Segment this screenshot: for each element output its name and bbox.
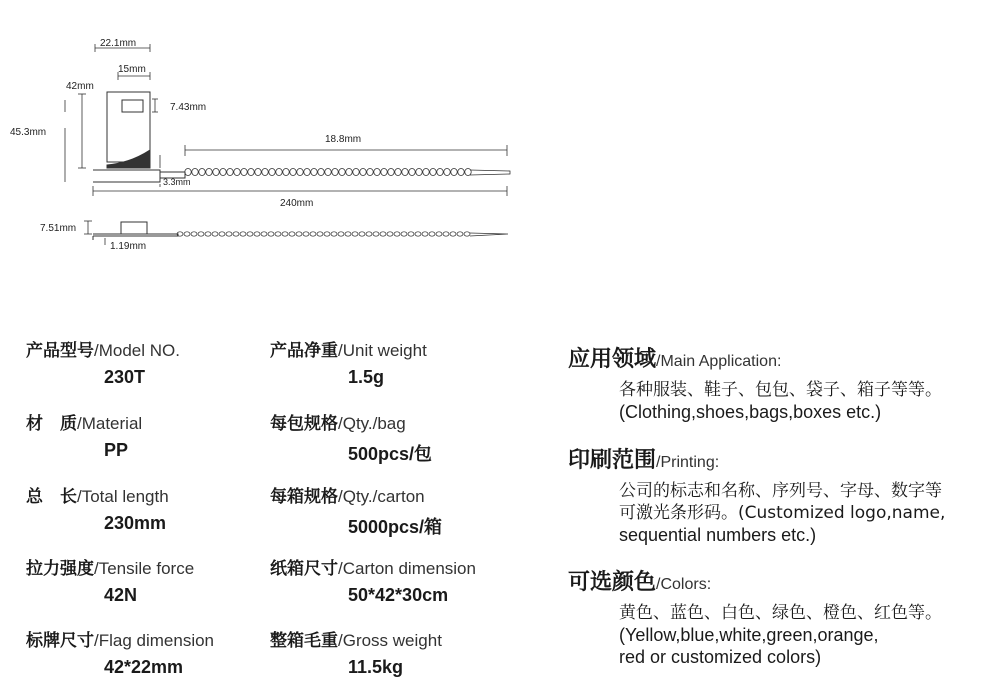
bead (366, 232, 372, 236)
section-line: 黄色、蓝色、白色、绿色、橙色、红色等。 (619, 603, 942, 623)
section-line: sequential numbers etc.) (619, 525, 817, 545)
bead (465, 169, 471, 176)
bead (429, 232, 435, 236)
spec-value: 230mm (104, 513, 167, 533)
bead (233, 232, 239, 236)
bead (275, 232, 281, 236)
bead (234, 169, 240, 176)
dim-width-flag: 15mm (118, 64, 146, 75)
bead (191, 232, 197, 236)
bead (296, 232, 302, 236)
bead (346, 169, 352, 176)
bead (220, 169, 226, 176)
bead (262, 169, 268, 176)
spec-value: 500pcs/包 (348, 444, 433, 464)
bead (311, 169, 317, 176)
spec-model-no: 产品型号/Model NO. 230T (26, 341, 276, 388)
section-line: 各种服装、鞋子、包包、袋子、箱子等等。 (619, 380, 942, 400)
section-main-application: 应用领域/Main Application: 各种服装、鞋子、包包、袋子、箱子等等。 (Clothing,shoes,bags,boxes etc.) (568, 342, 988, 423)
section-line: red or customized colors) (619, 647, 822, 667)
spec-value: 42*22mm (104, 657, 184, 677)
bead (304, 169, 310, 176)
dim-width-total: 22.1mm (100, 38, 137, 49)
bead (352, 232, 358, 236)
bead (464, 232, 470, 236)
spec-tensile-force: 拉力强度/Tensile force 42N (26, 559, 276, 606)
bead (212, 232, 218, 236)
bead (380, 232, 386, 236)
bead (247, 232, 253, 236)
bead (241, 169, 247, 176)
bead (290, 169, 296, 176)
bead (248, 169, 254, 176)
spec-value: PP (104, 440, 129, 460)
bead (219, 232, 225, 236)
section-line: (Yellow,blue,white,green,orange, (619, 625, 879, 645)
spec-value: 11.5kg (348, 657, 404, 677)
bead (192, 169, 198, 176)
section-line: 公司的标志和名称、序列号、字母、数字等 (619, 481, 942, 501)
bead (360, 169, 366, 176)
bead (409, 169, 415, 176)
flag-side-view (93, 222, 178, 240)
bead (401, 232, 407, 236)
spec-flag-dimension: 标牌尺寸/Flag dimension 42*22mm (26, 631, 276, 678)
bead (240, 232, 246, 236)
spec-carton-dimension: 纸箱尺寸/Carton dimension 50*42*30cm (270, 559, 520, 606)
dim-height-flag: 42mm (66, 81, 94, 92)
bead (430, 169, 436, 176)
bead (205, 232, 211, 236)
bead (387, 232, 393, 236)
bead (381, 169, 387, 176)
bead (317, 232, 323, 236)
bead (297, 169, 303, 176)
bead (255, 169, 261, 176)
bead (331, 232, 337, 236)
bead (416, 169, 422, 176)
bead (332, 169, 338, 176)
bead (325, 169, 331, 176)
bead (423, 169, 429, 176)
bead (310, 232, 316, 236)
bead (282, 232, 288, 236)
section-printing: 印刷范围/Printing: 公司的标志和名称、序列号、字母、数字等 可激光条形码。(Customized logo,name, sequential numbers etc.) (568, 443, 988, 546)
spec-value: 50*42*30cm (348, 585, 449, 605)
bead (373, 232, 379, 236)
bead (408, 232, 414, 236)
bead-chain-top (185, 169, 510, 176)
bead (374, 169, 380, 176)
bead (402, 169, 408, 176)
bead (422, 232, 428, 236)
bead (450, 232, 456, 236)
spec-qty-carton: 每箱规格/Qty./carton 5000pcs/箱 (270, 487, 520, 539)
bead-chain-side (177, 232, 508, 236)
bead (227, 169, 233, 176)
chain-tail (470, 170, 510, 175)
spec-value: 1.5g (348, 367, 385, 387)
bead (437, 169, 443, 176)
bead (415, 232, 421, 236)
product-technical-drawing (0, 0, 560, 280)
spec-total-length: 总 长/Total length 230mm (26, 487, 276, 534)
bead (254, 232, 260, 236)
bead (318, 169, 324, 176)
bead (458, 169, 464, 176)
spec-gross-weight: 整箱毛重/Gross weight 11.5kg (270, 631, 520, 678)
bead (443, 232, 449, 236)
bead (198, 232, 204, 236)
bead (359, 232, 365, 236)
bead (324, 232, 330, 236)
spec-value: 42N (104, 585, 138, 605)
bead (395, 169, 401, 176)
dim-side-thickness: 1.19mm (110, 241, 147, 252)
bead (339, 169, 345, 176)
bead (206, 169, 212, 176)
dim-slot: 7.43mm (170, 102, 207, 113)
bead (303, 232, 309, 236)
bead (367, 169, 373, 176)
bead (394, 232, 400, 236)
bead (353, 169, 359, 176)
bead (457, 232, 463, 236)
bead (451, 169, 457, 176)
dim-length: 240mm (280, 198, 314, 209)
spec-material: 材 质/Material PP (26, 414, 276, 461)
bead (199, 169, 205, 176)
section-colors: 可选颜色/Colors: 黄色、蓝色、白色、绿色、橙色、红色等。 (Yellow,blue,white,green,orange, red or customized colors) (568, 565, 988, 668)
dim-side-height: 7.51mm (40, 223, 77, 234)
bead (276, 169, 282, 176)
dim-thickness: 3.3mm (163, 177, 191, 187)
section-line: (Clothing,shoes,bags,boxes etc.) (619, 402, 882, 422)
bead (226, 232, 232, 236)
bead (185, 169, 191, 176)
spec-value: 230T (104, 367, 146, 387)
bead (269, 169, 275, 176)
spec-qty-bag: 每包规格/Qty./bag 500pcs/包 (270, 414, 520, 466)
bead (436, 232, 442, 236)
dim-tail: 18.8mm (325, 134, 362, 145)
bead (184, 232, 190, 236)
bead (289, 232, 295, 236)
chain-tail (470, 233, 508, 236)
bead (444, 169, 450, 176)
section-line: 可激光条形码。(Customized logo,name, (619, 503, 946, 523)
spec-unit-weight: 产品净重/Unit weight 1.5g (270, 341, 520, 388)
dim-height-total: 45.3mm (10, 127, 47, 138)
bead (283, 169, 289, 176)
spec-value: 5000pcs/箱 (348, 517, 443, 537)
bead (213, 169, 219, 176)
bead (268, 232, 274, 236)
bead (261, 232, 267, 236)
bead (388, 169, 394, 176)
bead (345, 232, 351, 236)
bead (338, 232, 344, 236)
